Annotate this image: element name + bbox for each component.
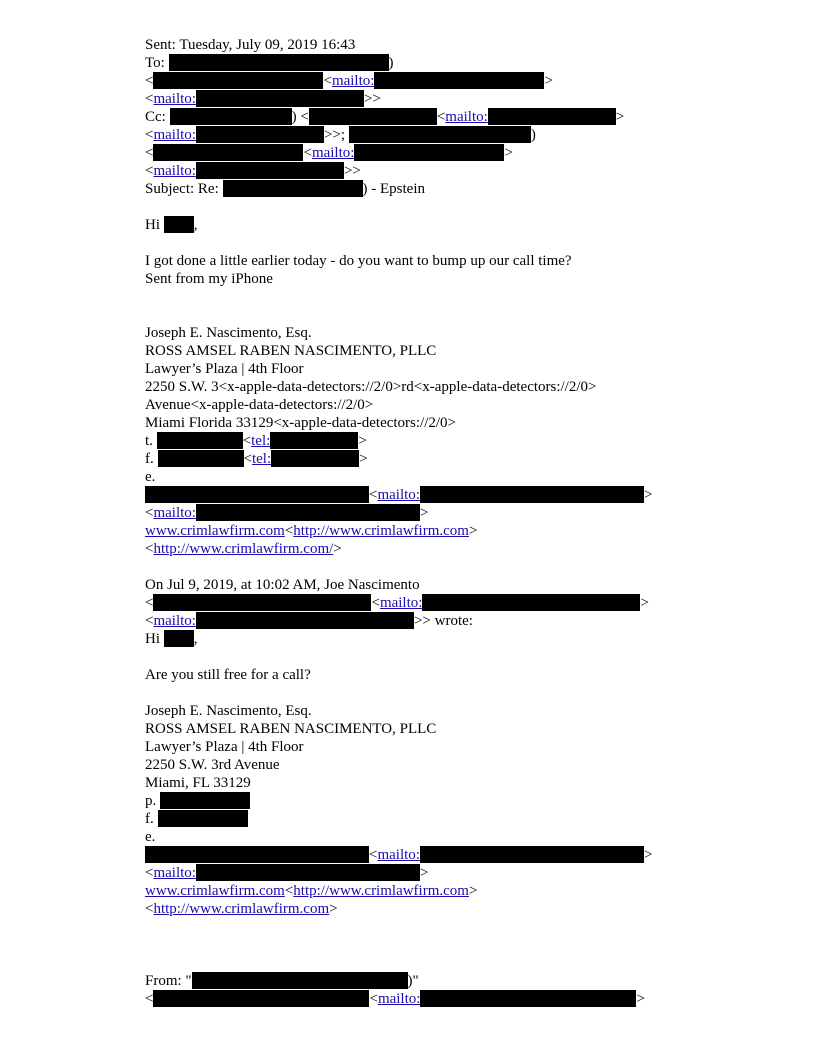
punct: > — [643, 487, 653, 503]
punct: )" — [407, 973, 419, 989]
signature-name: Joseph E. Nascimento, Esq. — [145, 325, 312, 341]
punct: > — [419, 505, 429, 521]
signature-address-1: 2250 S.W. 3rd Avenue — [145, 757, 280, 773]
signature-email-label: e. — [145, 829, 156, 845]
redaction-block — [153, 990, 369, 1007]
cc-line-4 — [145, 162, 705, 180]
greeting-text: Hi — [145, 631, 164, 647]
cc-line-2 — [145, 126, 705, 144]
tel-link[interactable]: tel: — [251, 451, 272, 467]
wrote-text: >> wrote: — [413, 613, 473, 629]
signature-email-line — [145, 846, 705, 864]
fax-label: f. — [145, 451, 158, 467]
mailto-link[interactable]: mailto: — [153, 505, 196, 521]
mailto-link[interactable]: mailto: — [153, 91, 196, 107]
cc-label: Cc: — [145, 109, 170, 125]
redaction-block — [271, 450, 359, 467]
mailto-link[interactable]: mailto: — [153, 163, 196, 179]
mailto-link[interactable]: mailto: — [377, 487, 420, 503]
punct: > — [544, 73, 553, 89]
punct: > — [468, 883, 478, 899]
subject-label: Subject: Re: — [145, 181, 223, 197]
redaction-block — [196, 504, 420, 521]
punct: > — [419, 865, 429, 881]
punct: > — [329, 901, 338, 917]
punct: , — [193, 217, 198, 233]
punct: < — [369, 847, 378, 863]
from-address-line — [145, 990, 705, 1008]
signature-address-2: Avenue<x-apple-data-detectors://2/0> — [145, 397, 374, 413]
to-label: To: — [145, 55, 169, 71]
redaction-block — [164, 630, 194, 647]
punct: < — [284, 883, 294, 899]
redaction-block — [170, 108, 292, 125]
signature-address-1: 2250 S.W. 3<x-apple-data-detectors://2/0>rd<x-apple-data-detectors://2/0> — [145, 379, 597, 395]
signature-address-2: Miami, FL 33129 — [145, 775, 251, 791]
punct: < — [369, 487, 378, 503]
punct: ) — [530, 127, 536, 143]
punct: > — [636, 991, 645, 1007]
website-link[interactable]: http://www.crimlawfirm.com — [293, 883, 469, 899]
punct: < — [145, 127, 154, 143]
redaction-block — [196, 162, 344, 179]
sent-line: Sent: Tuesday, July 09, 2019 16:43 — [145, 37, 356, 53]
mailto-link[interactable]: mailto: — [311, 145, 355, 161]
punct: >> — [363, 91, 381, 107]
to-mailto-line — [145, 90, 705, 108]
redaction-block — [153, 594, 371, 611]
punct: ) — [388, 55, 394, 71]
website-link[interactable]: www.crimlawfirm.com — [145, 883, 285, 899]
phone-label: t. — [145, 433, 157, 449]
phone-label: p. — [145, 793, 160, 809]
punct: < — [145, 991, 154, 1007]
redaction-block — [354, 144, 504, 161]
redaction-block — [192, 972, 408, 989]
punct: < — [145, 595, 154, 611]
quoted-greeting — [145, 630, 705, 648]
signature-email-line — [145, 486, 705, 504]
signature-website — [145, 882, 705, 900]
punct: > — [640, 595, 649, 611]
website-link[interactable]: http://www.crimlawfirm.com — [153, 901, 330, 917]
redaction-block — [158, 450, 244, 467]
redaction-block — [422, 594, 640, 611]
punct: < — [371, 595, 380, 611]
signature-website-2 — [145, 540, 705, 558]
punct: > — [333, 541, 342, 557]
signature-address-3: Miami Florida 33129<x-apple-data-detectors://2/0> — [145, 415, 457, 431]
signature-fax — [145, 450, 705, 468]
redaction-block — [196, 90, 364, 107]
signature-phone — [145, 432, 705, 450]
redaction-block — [153, 72, 323, 89]
redaction-block — [223, 180, 363, 197]
subject-suffix: ) - Epstein — [362, 181, 425, 197]
mailto-link[interactable]: mailto: — [379, 595, 423, 611]
mailto-link[interactable]: mailto: — [377, 991, 421, 1007]
mailto-link[interactable]: mailto: — [153, 613, 196, 629]
sent-from: Sent from my iPhone — [145, 271, 273, 287]
punct: < — [369, 991, 378, 1007]
punct: < — [145, 163, 154, 179]
punct: < — [145, 91, 154, 107]
redaction-block — [488, 108, 616, 125]
punct: < — [243, 451, 252, 467]
fax-label: f. — [145, 811, 158, 827]
redaction-block — [145, 486, 369, 503]
redaction-block — [157, 432, 243, 449]
redaction-block — [309, 108, 437, 125]
tel-link[interactable]: tel: — [251, 433, 271, 449]
signature-website — [145, 522, 705, 540]
mailto-link[interactable]: mailto: — [377, 847, 420, 863]
signature-email-mailto — [145, 504, 705, 522]
punct: < — [145, 613, 154, 629]
quoted-intro: On Jul 9, 2019, at 10:02 AM, Joe Nascimento — [145, 577, 420, 593]
punct: >> — [343, 163, 361, 179]
website-link[interactable]: www.crimlawfirm.com — [145, 523, 285, 539]
mailto-link[interactable]: mailto: — [445, 109, 488, 125]
redaction-block — [164, 216, 194, 233]
redaction-block — [169, 54, 389, 71]
punct: >>; — [323, 127, 349, 143]
signature-website-2 — [145, 900, 705, 918]
to-address-line — [145, 72, 705, 90]
redaction-block — [196, 612, 414, 629]
punct: > — [358, 433, 367, 449]
signature-plaza: Lawyer’s Plaza | 4th Floor — [145, 739, 304, 755]
quoted-body: Are you still free for a call? — [145, 667, 311, 683]
reply-body: I got done a little earlier today - do you want to bump up our call time? — [145, 253, 572, 269]
mailto-link[interactable]: mailto: — [331, 73, 375, 89]
punct: > — [643, 847, 653, 863]
mailto-link[interactable]: mailto: — [153, 865, 196, 881]
mailto-link[interactable]: mailto: — [153, 127, 196, 143]
punct: , — [193, 631, 198, 647]
greeting-text: Hi — [145, 217, 164, 233]
signature-phone — [145, 792, 705, 810]
to-line — [145, 54, 705, 72]
from-line — [145, 972, 705, 990]
redaction-block — [420, 990, 636, 1007]
redaction-block — [153, 144, 303, 161]
punct: < — [145, 541, 154, 557]
redaction-block — [270, 432, 358, 449]
redaction-block — [158, 810, 248, 827]
subject-line — [145, 180, 705, 198]
redaction-block — [145, 846, 369, 863]
punct: < — [145, 505, 154, 521]
signature-email-label: e. — [145, 469, 156, 485]
punct: < — [303, 145, 312, 161]
punct: < — [145, 901, 154, 917]
from-label: From: " — [145, 973, 192, 989]
punct: > — [504, 145, 513, 161]
signature-firm: ROSS AMSEL RABEN NASCIMENTO, PLLC — [145, 721, 437, 737]
redaction-block — [374, 72, 544, 89]
signature-plaza: Lawyer’s Plaza | 4th Floor — [145, 361, 304, 377]
quoted-wrote-line — [145, 612, 705, 630]
website-link[interactable]: http://www.crimlawfirm.com/ — [153, 541, 334, 557]
punct: < — [242, 433, 252, 449]
punct: ) < — [291, 109, 309, 125]
punct: < — [323, 73, 332, 89]
email-document — [145, 36, 705, 1008]
redaction-block — [160, 792, 250, 809]
signature-name: Joseph E. Nascimento, Esq. — [145, 703, 312, 719]
punct: < — [145, 145, 154, 161]
website-link[interactable]: http://www.crimlawfirm.com — [293, 523, 469, 539]
reply-greeting — [145, 216, 705, 234]
cc-line — [145, 108, 705, 126]
quoted-address-line — [145, 594, 705, 612]
punct: < — [436, 109, 446, 125]
punct: > — [359, 451, 368, 467]
punct: > — [615, 109, 625, 125]
signature-fax — [145, 810, 705, 828]
signature-firm: ROSS AMSEL RABEN NASCIMENTO, PLLC — [145, 343, 437, 359]
redaction-block — [349, 126, 531, 143]
cc-line-3 — [145, 144, 705, 162]
punct: > — [468, 523, 478, 539]
redaction-block — [196, 864, 420, 881]
redaction-block — [196, 126, 324, 143]
punct: < — [145, 73, 154, 89]
signature-email-mailto — [145, 864, 705, 882]
punct: < — [145, 865, 154, 881]
punct: < — [284, 523, 294, 539]
redaction-block — [420, 846, 644, 863]
redaction-block — [420, 486, 644, 503]
